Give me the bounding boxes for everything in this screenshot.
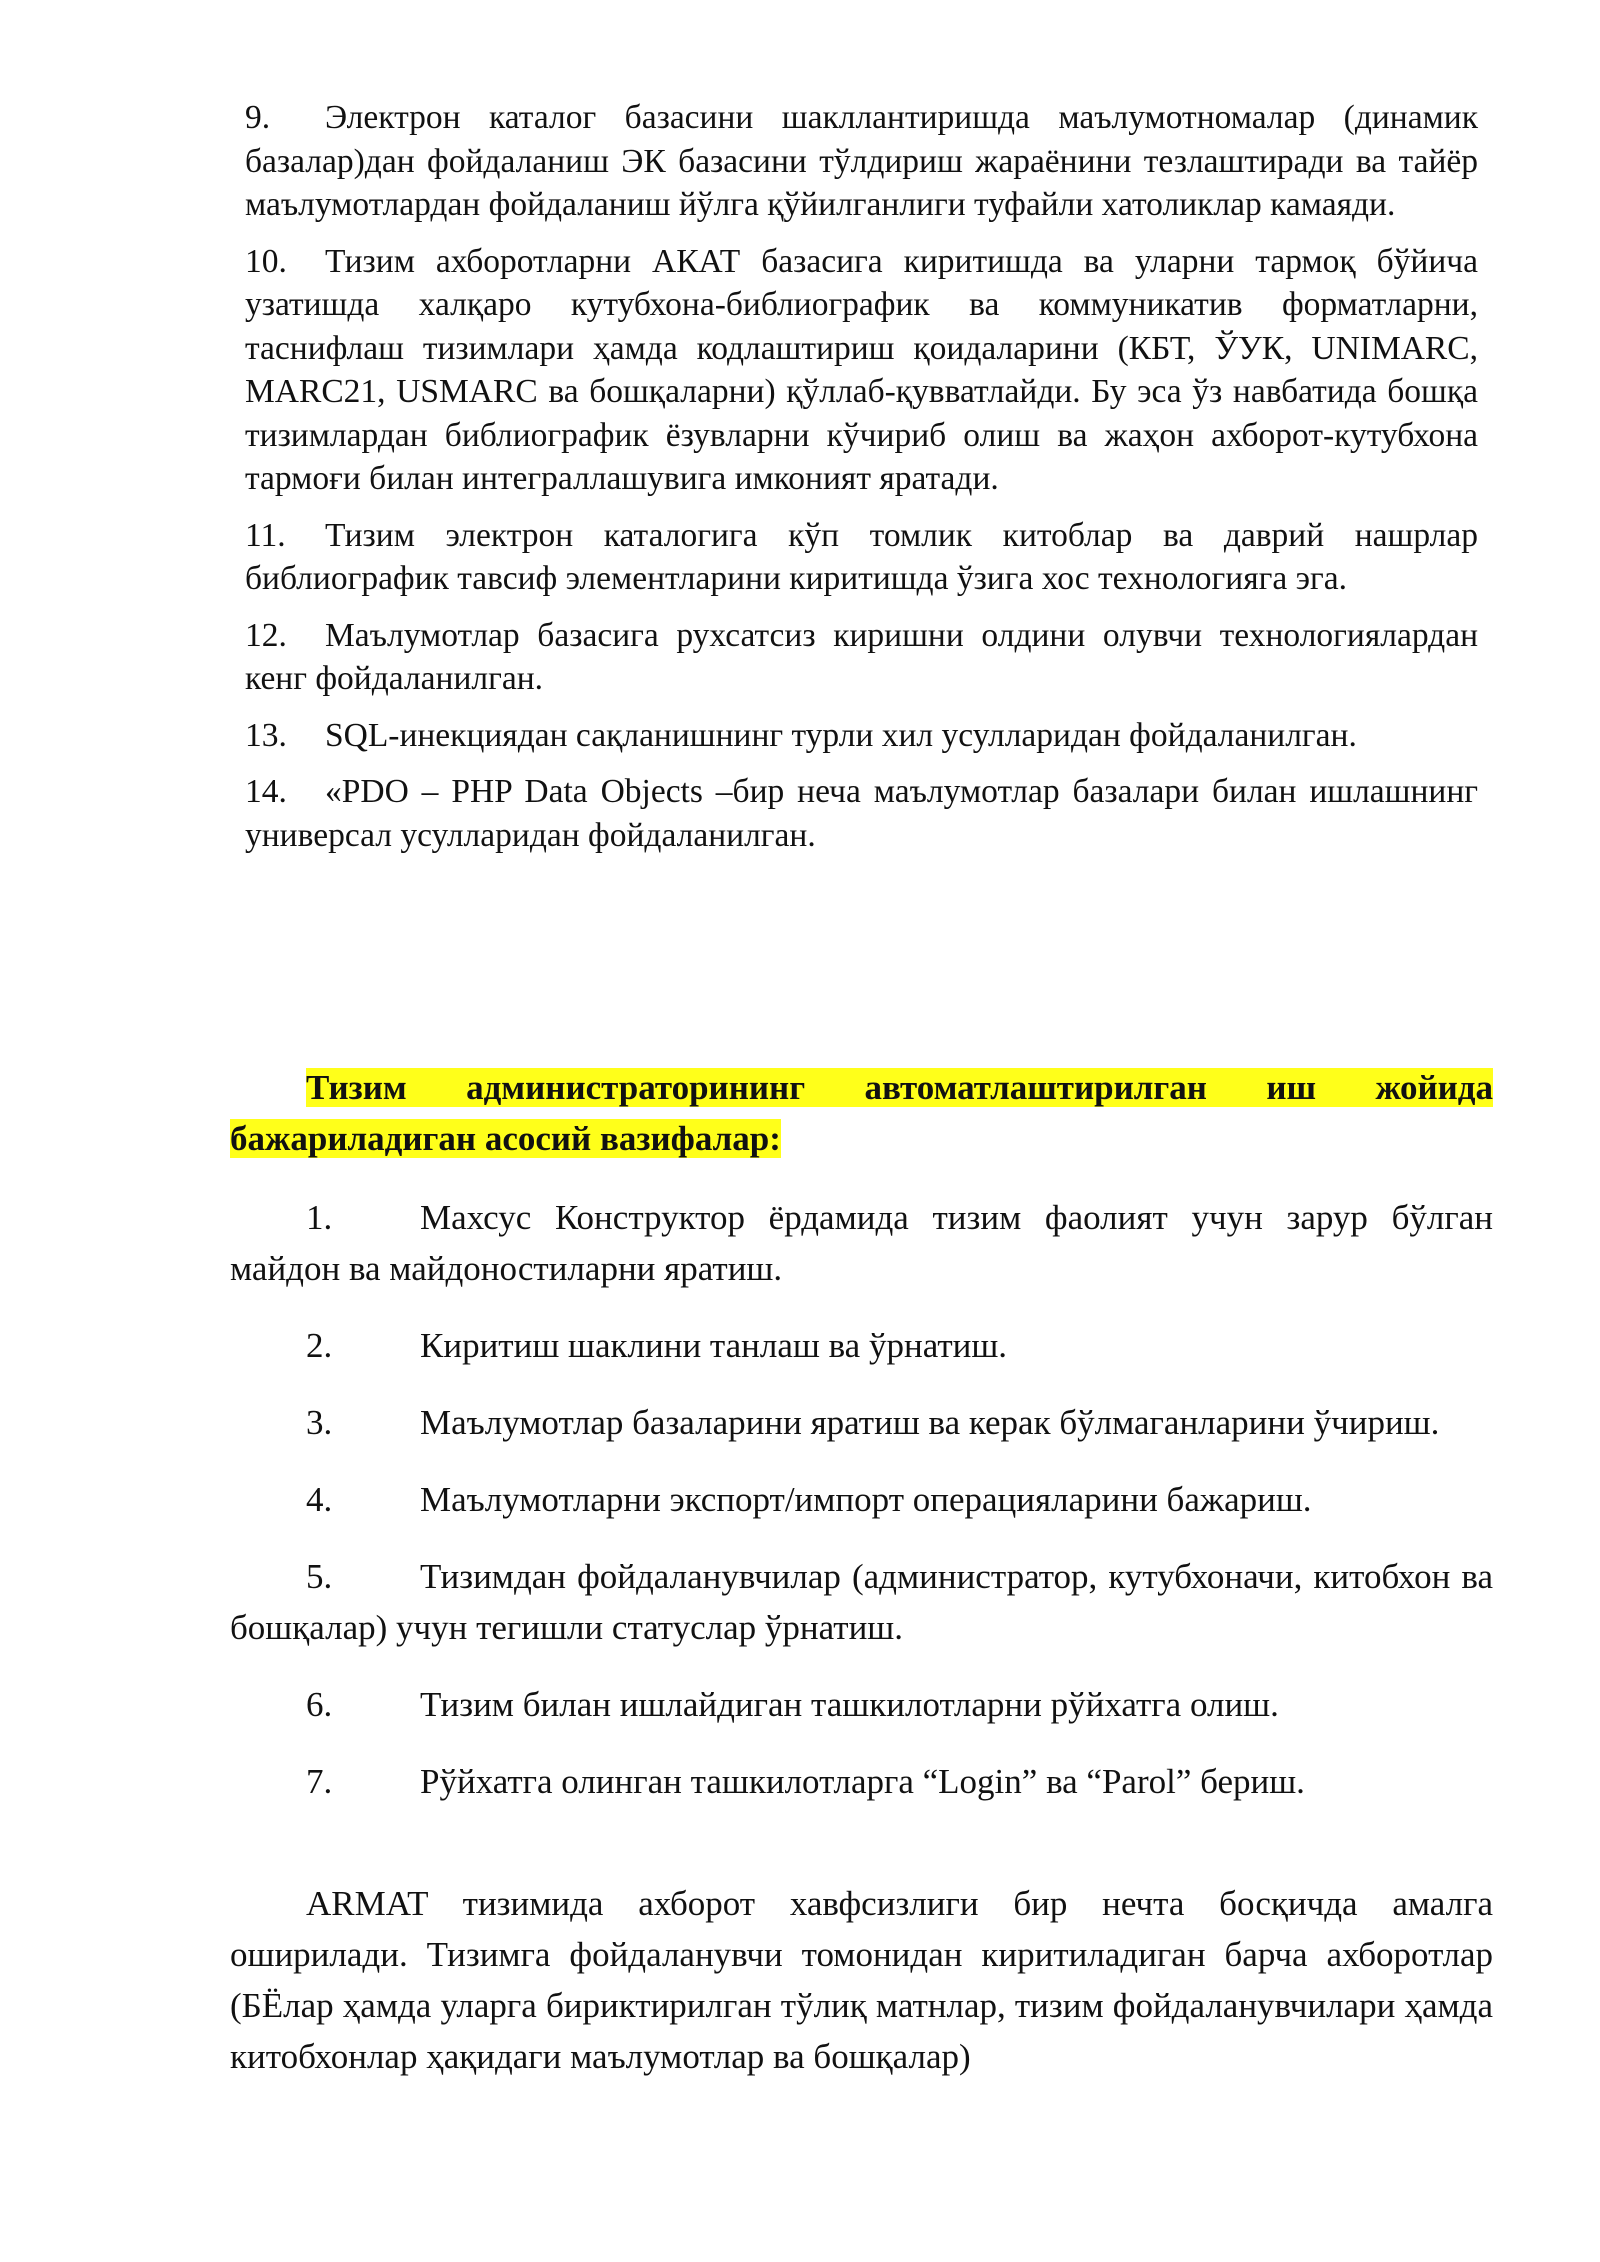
item-text: Тизимдан фойдаланувчилар (администратор, кутубхоначи, китобхон ва бошқалар) учун тегишли статуслар ўрнатиш.: [230, 1557, 1493, 1647]
list-item: [245, 614, 1478, 701]
item-number: 1.: [306, 1198, 333, 1237]
item-number: 6.: [306, 1685, 333, 1724]
admin-tasks-list: [230, 1192, 1493, 1833]
item-text: Тизим билан ишлайдиган ташкилотларни рўйхатга олиш.: [420, 1685, 1279, 1724]
item-text: Маълумотлар базаларини яратиш ва керак бўлмаганларини ўчириш.: [420, 1403, 1440, 1442]
item-number: 10.: [245, 242, 287, 280]
item-text: Маълумотларни экспорт/импорт операцияларини бажариш.: [420, 1480, 1312, 1519]
list-item: [230, 1397, 1493, 1448]
list-item: [245, 714, 1478, 758]
list-item: [230, 1320, 1493, 1371]
item-number: 11.: [245, 516, 286, 554]
list-item: [245, 240, 1478, 501]
item-number: 14.: [245, 773, 287, 810]
list-item: [230, 1192, 1493, 1294]
item-number: 9.: [245, 99, 271, 136]
item-number: 12.: [245, 616, 287, 654]
list-item: [230, 1679, 1493, 1730]
feature-list: [245, 96, 1478, 870]
item-text: Маълумотлар базасига рухсатсиз киришни олдини олувчи технологиялардан кенг фойдаланилган.: [245, 616, 1478, 697]
item-text: Тизим электрон каталогига кўп томлик китоблар ва даврий нашрлар библиографик тавсиф элементларини киритишда ўзига хос технологияга эга.: [245, 516, 1478, 597]
item-number: 13.: [245, 716, 287, 754]
list-item: [230, 1756, 1493, 1807]
list-item: [230, 1551, 1493, 1653]
item-number: 2.: [306, 1326, 333, 1365]
item-number: 7.: [306, 1762, 333, 1801]
list-item: [245, 514, 1478, 601]
body-paragraph: ARMAT тизимида ахборот хавфсизлиги бир нечта босқичда амалга оширилади. Тизимга фойдаланувчи томонидан киритиладиган барча ахборотлар (БЁлар ҳамда уларга бириктирилган тўлиқ матнлар, тизим фойдаланувчилари ҳамда китобхонлар ҳақидаги маълумотлар ва бошқалар): [230, 1884, 1493, 2076]
item-number: 4.: [306, 1480, 333, 1519]
item-text: Махсус Конструктор ёрдамида тизим фаолият учун зарур бўлган майдон ва майдоностиларни яратиш.: [230, 1198, 1493, 1288]
item-text: SQL-инекциядан сақланишнинг турли хил усулларидан фойдаланилган.: [325, 716, 1357, 754]
section-heading: [230, 1062, 1493, 1164]
item-text: Рўйхатга олинган ташкилотларга “Login” ва “Parol” бериш.: [420, 1762, 1305, 1801]
list-item: [245, 96, 1478, 227]
item-number: 5.: [306, 1557, 333, 1596]
item-text: Тизим ахборотларни АКАТ базасига киритишда ва уларни тармоқ бўйича узатишда халқаро кутубхона-библиографик ва коммуникатив форматларни, таснифлаш тизимлари ҳамда кодлаштириш қоидаларини (КБТ, ЎУК, UNIMARC, MARC21, USMARC ва бошқаларни) қўллаб-қувватлайди. Бу эса ўз навбатида бошқа тизимлардан библиографик ёзувларни кўчириб олиш ва жаҳон ахборот-кутубхона тармоғи билан интеграллашувига имконият яратади.: [245, 242, 1478, 497]
highlighted-heading-text: Тизим администраторининг автоматлаштирилган иш жойида бажариладиган асосий вазифалар:: [230, 1068, 1493, 1158]
item-text: «PDO – PHP Data Objects –бир неча маълумотлар базалари билан ишлашнинг универсал усулларидан фойдаланилган.: [245, 773, 1478, 854]
item-number: 3.: [306, 1403, 333, 1442]
list-item: [230, 1474, 1493, 1525]
item-text: Электрон каталог базасини шакллантиришда маълумотномалар (динамик базалар)дан фойдаланиш ЭК базасини тўлдириш жараёнини тезлаштиради ва тайёр маълумотлардан фойдаланиш йўлга қўйилганлиги туфайли хатоликлар камаяди.: [245, 99, 1478, 223]
item-text: Киритиш шаклини танлаш ва ўрнатиш.: [420, 1326, 1008, 1365]
list-item: [245, 770, 1478, 857]
